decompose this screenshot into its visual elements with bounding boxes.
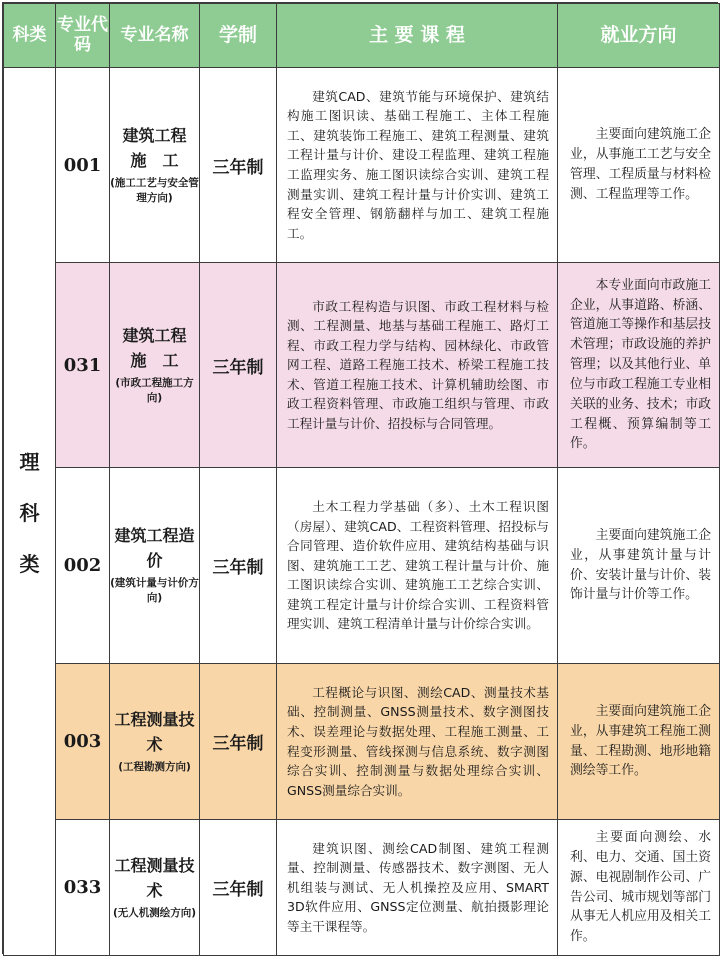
program-employment bbox=[558, 263, 720, 468]
header-courses: 主 要 课 程 bbox=[277, 4, 558, 68]
program-table-frame bbox=[2, 2, 718, 954]
program-courses bbox=[277, 263, 558, 468]
program-courses bbox=[277, 664, 558, 820]
program-name: 建筑工程造价 bbox=[114, 526, 195, 571]
header-category: 科类 bbox=[4, 4, 56, 68]
program-duration: 三年制 bbox=[200, 468, 277, 664]
header-employment: 就业方向 bbox=[558, 4, 720, 68]
program-employment bbox=[558, 664, 720, 820]
program-duration: 三年制 bbox=[200, 68, 277, 263]
program-employment bbox=[558, 820, 720, 956]
program-name: 工程测量技术 bbox=[114, 856, 195, 900]
table-row bbox=[4, 468, 720, 664]
program-code: 033 bbox=[56, 820, 110, 956]
employment-text: 主要面向建筑施工企业，从事施工工艺与安全管理、工程质量与材料检测、工程监理等工作。 bbox=[570, 127, 711, 202]
category-char: 科 bbox=[19, 501, 40, 525]
table-row bbox=[4, 263, 720, 468]
program-name-cell bbox=[110, 468, 200, 664]
header-row bbox=[4, 4, 720, 68]
program-duration: 三年制 bbox=[200, 664, 277, 820]
program-direction: (无人机测绘方向) bbox=[112, 906, 197, 919]
program-name-line2: 施 工 bbox=[130, 150, 179, 170]
program-direction: (市政工程施工方向) bbox=[115, 376, 194, 404]
courses-text: 市政工程构造与识图、市政工程材料与检测、工程测量、地基与基础工程施工、路灯工程、市政工程力学与结构、园林绿化、市政管网工程、道路工程施工技术、桥梁工程施工技术、管道工程施工技术、计算机辅助绘图、市政工程资料管理、市政施工组织与管理、市政工程计量与计价、招投标与合同管理。 bbox=[287, 298, 549, 431]
employment-text: 本专业面向市政施工企业，从事道路、桥涵、管道施工等操作和基层技术管理；市政设施的养护管理；以及其他行业、单位与市政工程施工专业相关联的业务、技术；市政工程概、预算编制等工作。 bbox=[570, 277, 711, 452]
courses-text: 土木工程力学基础（多）、土木工程识图（房屋）、建筑CAD、工程资料管理、招投标与合同管理、造价软件应用、建筑结构基础与识图、建筑施工工艺、建筑工程计量与计价、施工图识读综合实训、建筑施工工艺综合实训、建筑工程定计量与计价综合实训、工程资料管理实训、建筑工程清单计量与计价综合实训。 bbox=[287, 499, 549, 632]
program-code: 003 bbox=[56, 664, 110, 820]
courses-text: 建筑CAD、建筑节能与环境保护、建筑结构施工图识读、基础工程施工、主体工程施工、建筑装饰工程施工、建筑工程测量、建筑工程计量与计价、建设工程监理、建筑工程施工监理实务、施工图识读综合实训、建筑工程测量实训、建筑工程计量与计价实训、建筑工程安全管理、钢筋翻样与加工、建筑工程施工。 bbox=[287, 88, 549, 241]
program-name: 建筑工程 bbox=[122, 125, 187, 145]
program-name-cell bbox=[110, 263, 200, 468]
program-duration: 三年制 bbox=[200, 820, 277, 956]
header-code: 专业代码 bbox=[56, 4, 110, 68]
header-name: 专业名称 bbox=[110, 4, 200, 68]
employment-text: 主要面向测绘、水利、电力、交通、国土资源、电视剧制作公司、广告公司、城市规划等部门从事无人机应用及相关工作。 bbox=[570, 830, 711, 945]
program-code: 002 bbox=[56, 468, 110, 664]
category-cell bbox=[4, 68, 56, 956]
category-label bbox=[4, 446, 55, 577]
program-table bbox=[3, 3, 720, 956]
employment-text: 主要面向建筑施工企业，从事建筑计量与计价、安装计量与计价、装饰计量与计价等工作。 bbox=[570, 527, 711, 603]
header-duration: 学制 bbox=[200, 4, 277, 68]
courses-text: 工程概论与识图、测绘CAD、测量技术基础、控制测量、GNSS测量技术、数字测图技术、误差理论与数据处理、工程施工测量、工程变形测量、管线探测与信息系统、数字测图综合实训、控制测量与数据处理综合实训、GNSS测量综合实训。 bbox=[287, 684, 549, 798]
program-courses bbox=[277, 68, 558, 263]
category-char: 类 bbox=[19, 552, 40, 576]
category-char: 理 bbox=[19, 450, 40, 474]
program-courses bbox=[277, 468, 558, 664]
employment-text: 主要面向建筑施工企业，从事建筑工程施工测量、工程勘测、地形地籍测绘等工作。 bbox=[570, 703, 711, 779]
courses-text: 建筑识图、测绘CAD制图、建筑工程测量、控制测量、传感器技术、数字测图、无人机组装与测试、无人机操控及应用、SMART 3D软件应用、GNSS定位测量、航拍摄影理论等主干课程等。 bbox=[287, 840, 549, 934]
program-courses bbox=[277, 820, 558, 956]
program-name-cell bbox=[110, 820, 200, 956]
table-row bbox=[4, 68, 720, 263]
program-duration: 三年制 bbox=[200, 263, 277, 468]
table-row bbox=[4, 664, 720, 820]
program-direction: (建筑计量与计价方向) bbox=[110, 577, 199, 605]
program-direction: (施工工艺与安全管理方向) bbox=[110, 176, 199, 204]
program-name: 建筑工程 bbox=[122, 325, 187, 345]
program-direction: (工程勘测方向) bbox=[118, 760, 191, 773]
program-name: 工程测量技术 bbox=[114, 710, 195, 754]
program-employment bbox=[558, 468, 720, 664]
table-row bbox=[4, 820, 720, 956]
program-code: 031 bbox=[56, 263, 110, 468]
program-name-line2: 施 工 bbox=[130, 350, 179, 370]
program-employment bbox=[558, 68, 720, 263]
program-name-cell bbox=[110, 68, 200, 263]
program-name-cell bbox=[110, 664, 200, 820]
program-code: 001 bbox=[56, 68, 110, 263]
